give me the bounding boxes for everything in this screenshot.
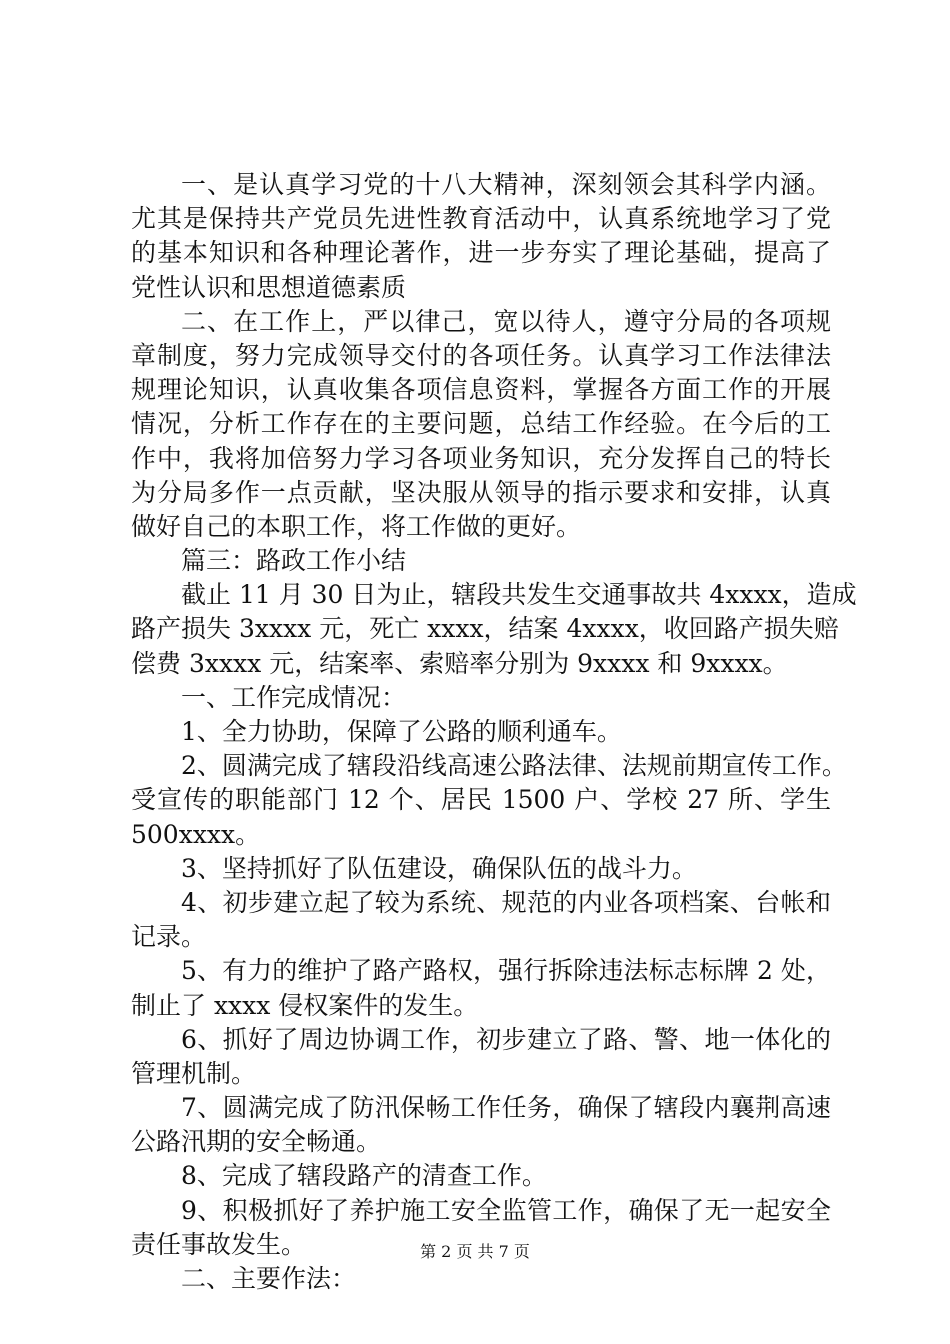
text-line: 1、全力协助，保障了公路的顺利通车。 bbox=[181, 717, 622, 746]
text-line: 一、是认真学习党的十八大精神，深刻领会其科学内涵。 bbox=[181, 170, 831, 199]
page-footer: 第 2 页 共 7 页 bbox=[420, 1242, 530, 1261]
text-line: 8、完成了辖段路产的清查工作。 bbox=[181, 1161, 547, 1191]
text-line: 一、工作完成情况： bbox=[181, 682, 407, 712]
text-line: 作中，我将加倍努力学习各项业务知识，充分发挥自己的特长 bbox=[131, 443, 831, 473]
text-line: 500xxxx。 bbox=[131, 819, 261, 849]
text-line: 制止了 xxxx 侵权案件的发生。 bbox=[131, 990, 479, 1020]
text-line: 路产损失 3xxxx 元，死亡 xxxx，结案 4xxxx，收回路产损失赔 bbox=[131, 614, 839, 644]
text-line: 记录。 bbox=[131, 922, 207, 952]
text-line: 尤其是保持共产党员先进性教育活动中，认真系统地学习了党 bbox=[131, 204, 831, 234]
text-line: 6、抓好了周边协调工作，初步建立了路、警、地一体化的 bbox=[181, 1024, 831, 1054]
text-line: 责任事故发生。 bbox=[131, 1229, 307, 1259]
text-line: 公路汛期的安全畅通。 bbox=[131, 1127, 382, 1157]
text-line: 5、有力的维护了路产路权，强行拆除违法标志标牌 2 处， bbox=[181, 956, 831, 986]
text-line: 的基本知识和各种理论著作，进一步夯实了理论基础，提高了 bbox=[131, 238, 831, 268]
text-line: 情况，分析工作存在的主要问题，总结工作经验。在今后的工 bbox=[131, 409, 831, 439]
text-line: 做好自己的本职工作，将工作做的更好。 bbox=[131, 511, 582, 541]
text-line: 篇三：路政工作小结 bbox=[181, 546, 407, 576]
text-line: 管理机制。 bbox=[131, 1058, 257, 1088]
text-line: 7、圆满完成了防汛保畅工作任务，确保了辖段内襄荆高速 bbox=[181, 1093, 831, 1123]
text-line: 二、主要作法： bbox=[181, 1264, 357, 1293]
text-line: 二、在工作上，严以律己，宽以待人，遵守分局的各项规 bbox=[181, 306, 831, 336]
text-line: 规理论知识，认真收集各项信息资料，掌握各方面工作的开展 bbox=[131, 375, 831, 405]
document-body bbox=[131, 168, 857, 1296]
text-line: 3、坚持抓好了队伍建设，确保队伍的战斗力。 bbox=[181, 853, 697, 883]
text-line: 截止 11 月 30 日为止，辖段共发生交通事故共 4xxxx，造成 bbox=[181, 580, 857, 610]
text-line: 9、积极抓好了养护施工安全监管工作，确保了无一起安全 bbox=[181, 1195, 831, 1225]
text-line: 党性认识和思想道德素质 bbox=[131, 272, 407, 302]
text-line: 为分局多作一点贡献，坚决服从领导的指示要求和安排，认真 bbox=[131, 477, 831, 507]
text-line: 2、圆满完成了辖段沿线高速公路法律、法规前期宣传工作。 bbox=[181, 751, 847, 781]
text-line: 章制度，努力完成领导交付的各项任务。认真学习工作法律法 bbox=[131, 340, 831, 370]
text-line: 受宣传的职能部门 12 个、居民 1500 户、学校 27 所、学生 bbox=[131, 785, 831, 815]
text-line: 偿费 3xxxx 元，结案率、索赔率分别为 9xxxx 和 9xxxx。 bbox=[131, 648, 788, 678]
text-line: 4、初步建立起了较为系统、规范的内业各项档案、台帐和 bbox=[181, 887, 831, 917]
